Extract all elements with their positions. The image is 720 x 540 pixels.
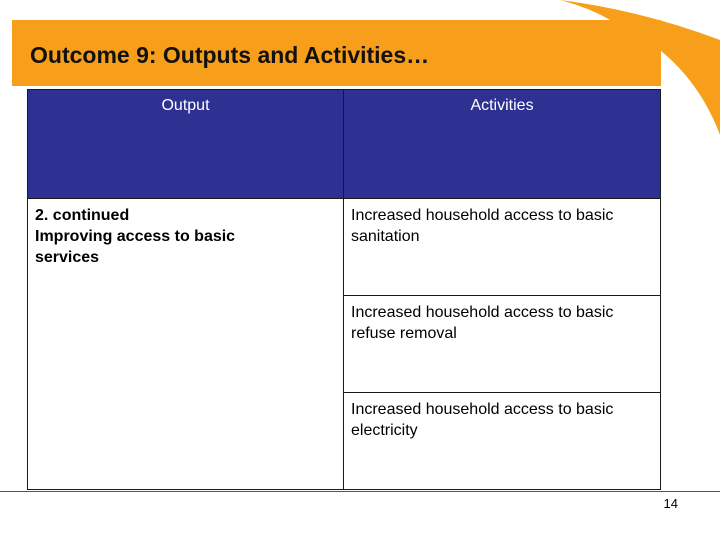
output-line: Improving access to basic <box>35 228 236 245</box>
title-bar <box>12 20 661 86</box>
header-activities: Activities <box>344 90 661 199</box>
output-line: services <box>35 249 100 266</box>
activity-cell-electricity: Increased household access to basic electricity <box>344 393 661 490</box>
table-header-row <box>28 90 661 199</box>
footer-divider <box>0 491 720 492</box>
output-line: 2. continued <box>35 207 130 224</box>
output-cell <box>28 199 344 490</box>
header-output: Output <box>28 90 344 199</box>
activity-cell-refuse-removal: Increased household access to basic refuse removal <box>344 296 661 393</box>
activity-cell-sanitation: Increased household access to basic sanitation <box>344 199 661 296</box>
table-row <box>28 199 661 296</box>
outputs-activities-table <box>27 89 661 490</box>
slide-title: Outcome 9: Outputs and Activities… <box>30 42 430 68</box>
page-number: 14 <box>663 496 678 511</box>
